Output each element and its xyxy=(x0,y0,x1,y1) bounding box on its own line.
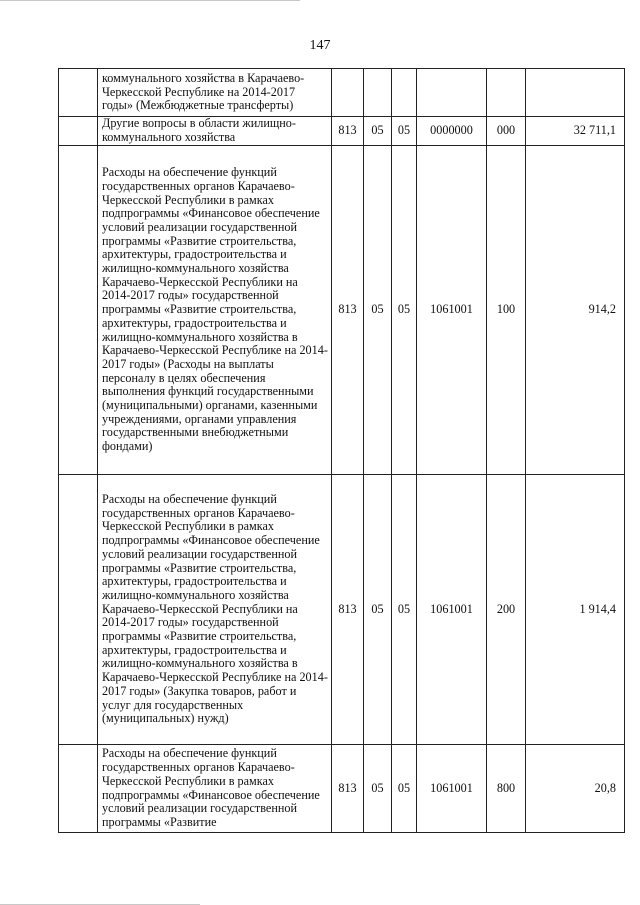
section-code: 05 xyxy=(364,745,392,833)
row-marker-cell xyxy=(59,117,98,146)
target-article-code: 0000000 xyxy=(417,117,487,146)
ministry-code: 813 xyxy=(332,475,364,745)
expense-type-code xyxy=(487,69,526,117)
subsection-code: 05 xyxy=(392,745,417,833)
table-row xyxy=(59,745,625,833)
target-article-code: 1061001 xyxy=(417,475,487,745)
target-article-code xyxy=(417,69,487,117)
ministry-code xyxy=(332,69,364,117)
amount: 20,8 xyxy=(526,745,625,833)
page-number: 147 xyxy=(309,38,331,53)
row-description: Расходы на обеспечение функций государственных органов Карачаево-Черкесской Республики в рамках подпрограммы «Финансовое обеспечение условий реализации государственной программы «Развитие строительства, архитектуры, градостроительства и жилищно-коммунального хозяйства Карачаево-Черкесской Республики на 2014-2017 годы» государственной программы «Развитие строительства, архитектуры, градостроительства и жилищно-коммунального хозяйства в Карачаево-Черкесской Республике на 2014-2017 годы» (Расходы на выплаты персоналу в целях обеспечения выполнения функций государственными (муниципальными) органами, казенными учреждениями, органами управления государственными внебюджетными фондами) xyxy=(98,146,332,475)
target-article-code: 1061001 xyxy=(417,745,487,833)
table-row xyxy=(59,475,625,745)
row-marker-cell xyxy=(59,69,98,117)
row-description: Расходы на обеспечение функций государственных органов Карачаево-Черкесской Республики в рамках подпрограммы «Финансовое обеспечение условий реализации государственной программы «Развитие xyxy=(98,745,332,833)
row-marker-cell xyxy=(59,745,98,833)
target-article-code: 1061001 xyxy=(417,146,487,475)
table-row xyxy=(59,69,625,117)
expense-type-code: 800 xyxy=(487,745,526,833)
amount: 32 711,1 xyxy=(526,117,625,146)
expense-type-code: 100 xyxy=(487,146,526,475)
section-code: 05 xyxy=(364,475,392,745)
table-row xyxy=(59,146,625,475)
row-marker-cell xyxy=(59,475,98,745)
expense-type-code: 200 xyxy=(487,475,526,745)
budget-table xyxy=(58,68,625,833)
row-description: Другие вопросы в области жилищно-коммунального хозяйства xyxy=(98,117,332,146)
ministry-code: 813 xyxy=(332,117,364,146)
expense-type-code: 000 xyxy=(487,117,526,146)
amount: 914,2 xyxy=(526,146,625,475)
ministry-code: 813 xyxy=(332,745,364,833)
table-row xyxy=(59,117,625,146)
row-marker-cell xyxy=(59,146,98,475)
scan-edge-top xyxy=(0,0,300,1)
subsection-code: 05 xyxy=(392,117,417,146)
row-description: Расходы на обеспечение функций государственных органов Карачаево-Черкесской Республики в рамках подпрограммы «Финансовое обеспечение условий реализации государственной программы «Развитие строительства, архитектуры, градостроительства и жилищно-коммунального хозяйства Карачаево-Черкесской Республики на 2014-2017 годы» государственной программы «Развитие строительства, архитектуры, градостроительства и жилищно-коммунального хозяйства в Карачаево-Черкесской Республике на 2014-2017 годы» (Закупка товаров, работ и услуг для государственных (муниципальных) нужд) xyxy=(98,475,332,745)
subsection-code: 05 xyxy=(392,475,417,745)
section-code xyxy=(364,69,392,117)
section-code: 05 xyxy=(364,117,392,146)
subsection-code: 05 xyxy=(392,146,417,475)
section-code: 05 xyxy=(364,146,392,475)
amount: 1 914,4 xyxy=(526,475,625,745)
amount xyxy=(526,69,625,117)
ministry-code: 813 xyxy=(332,146,364,475)
subsection-code xyxy=(392,69,417,117)
row-description: коммунального хозяйства в Карачаево-Черкесской Республике на 2014-2017 годы» (Межбюджетные трансферты) xyxy=(98,69,332,117)
